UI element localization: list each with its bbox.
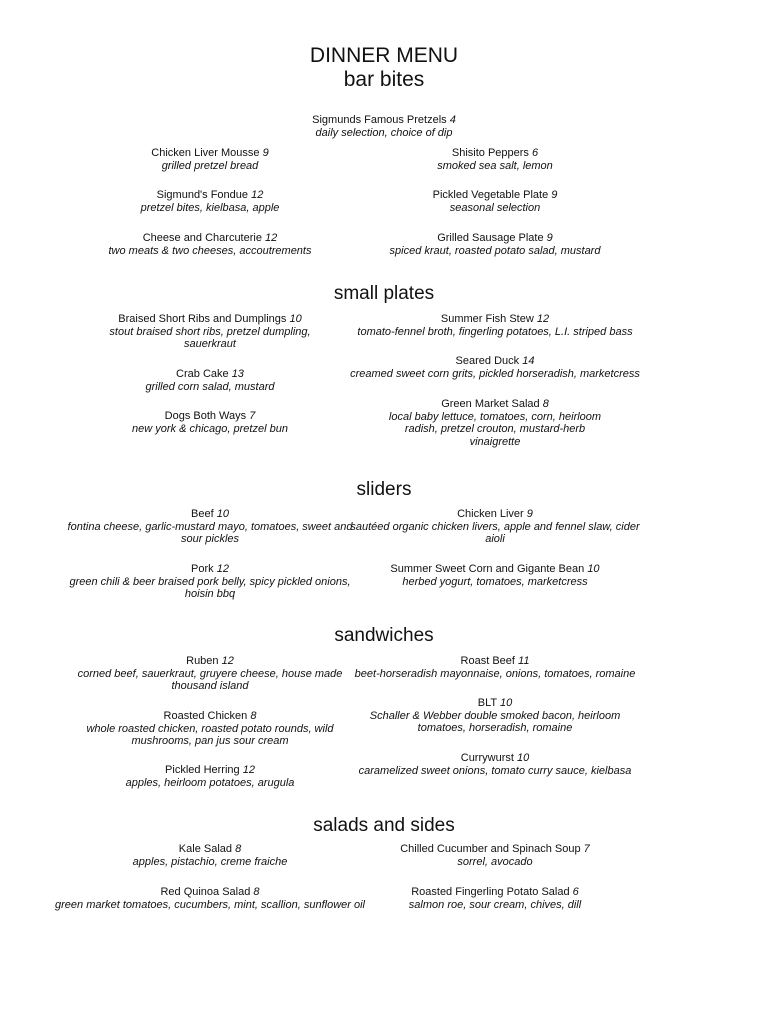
menu-title: DINNER MENU <box>309 44 459 67</box>
menu-item <box>60 508 360 546</box>
item-price: 12 <box>536 313 550 325</box>
item-name: Dogs Both Ways <box>164 410 247 422</box>
item-name: Roasted Chicken <box>163 710 248 722</box>
item-description: fontina cheese, garlic-mustard mayo, tomatoes, sweet and sour pickles <box>67 520 353 545</box>
item-description: pretzel bites, kielbasa, apple <box>140 201 280 214</box>
item-description: smoked sea salt, lemon <box>437 159 553 172</box>
menu-item <box>60 368 360 393</box>
menu-item <box>340 886 650 911</box>
item-description: whole roasted chicken, roasted potato rounds, wild mushrooms, pan jus sour cream <box>86 722 334 747</box>
item-price: 9 <box>546 232 553 244</box>
section-title-sliders: sliders <box>356 479 412 500</box>
item-description: stout braised short ribs, pretzel dumpling, sauerkraut <box>109 325 311 350</box>
item-description: corned beef, sauerkraut, gruyere cheese, house made thousand island <box>77 667 343 692</box>
menu-item <box>340 563 650 588</box>
menu-item <box>340 398 650 448</box>
menu-item <box>55 886 365 911</box>
item-name: Pickled Herring <box>165 764 240 776</box>
item-name: Ruben <box>186 655 219 667</box>
item-price: 10 <box>499 697 513 709</box>
item-name: Kale Salad <box>178 843 233 855</box>
item-name: Roasted Fingerling Potato Salad <box>411 886 570 898</box>
item-description: Schaller & Webber double smoked bacon, heirloom tomatoes, horseradish, romaine <box>369 709 621 734</box>
item-description: green market tomatoes, cucumbers, mint, scallion, sunflower oil <box>55 898 365 911</box>
item-name: BLT <box>477 697 497 709</box>
item-price: 8 <box>235 843 242 855</box>
item-description: new york & chicago, pretzel bun <box>132 422 288 435</box>
item-name: Shisito Peppers <box>451 147 529 159</box>
item-description: caramelized sweet onions, tomato curry sauce, kielbasa <box>358 764 632 777</box>
menu-item <box>60 410 360 435</box>
item-description: beet-horseradish mayonnaise, onions, tomatoes, romaine <box>354 667 636 680</box>
item-description: herbed yogurt, tomatoes, marketcress <box>402 575 588 588</box>
menu-item <box>60 147 360 172</box>
item-price: 10 <box>587 563 600 575</box>
item-price: 10 <box>289 313 302 325</box>
item-price: 10 <box>516 752 530 764</box>
item-name: Cheese and Charcuterie <box>142 232 262 244</box>
item-name: Sigmund's Fondue <box>156 189 249 201</box>
menu-item <box>340 232 650 257</box>
menu-item <box>234 114 534 139</box>
item-name: Red Quinoa Salad <box>160 886 251 898</box>
menu-item <box>340 189 650 214</box>
item-description: apples, pistachio, creme fraiche <box>132 855 288 868</box>
section-title-sandwiches: sandwiches <box>334 625 434 646</box>
item-name: Currywurst <box>460 752 514 764</box>
item-price: 12 <box>265 232 278 244</box>
item-name: Crab Cake <box>176 368 229 380</box>
menu-item <box>60 843 360 868</box>
item-description: creamed sweet corn grits, pickled horseradish, marketcress <box>350 367 640 380</box>
item-name: Chilled Cucumber and Spinach Soup <box>400 843 581 855</box>
item-name: Green Market Salad <box>441 398 540 410</box>
item-description: sorrel, avocado <box>457 855 533 868</box>
menu-item <box>340 147 650 172</box>
item-name: Pickled Vegetable Plate <box>432 189 549 201</box>
item-description: seasonal selection <box>449 201 541 214</box>
item-description: green chili & beer braised pork belly, spicy pickled onions, hoisin bbq <box>69 575 351 600</box>
item-description: two meats & two cheeses, accoutrements <box>108 244 312 257</box>
menu-item <box>340 697 650 735</box>
item-name: Sigmunds Famous Pretzels <box>312 114 447 126</box>
section-title-small-plates: small plates <box>333 283 435 304</box>
item-name: Chicken Liver <box>457 508 524 520</box>
item-description: apples, heirloom potatoes, arugula <box>125 776 295 789</box>
menu-item <box>60 655 360 693</box>
menu-item <box>60 313 360 351</box>
menu-item <box>340 843 650 868</box>
item-price: 14 <box>522 355 535 367</box>
item-price: 7 <box>249 410 256 422</box>
item-price: 9 <box>262 147 269 159</box>
menu-item <box>60 563 360 601</box>
item-name: Beef <box>191 508 214 520</box>
item-price: 4 <box>449 114 456 126</box>
item-description: local baby lettuce, tomatoes, corn, heirloom radish, pretzel crouton, mustard-herb vinaigrette <box>388 410 602 448</box>
item-price: 9 <box>526 508 533 520</box>
item-name: Pork <box>191 563 214 575</box>
item-price: 7 <box>583 843 590 855</box>
item-price: 10 <box>216 508 229 520</box>
item-price: 9 <box>551 189 558 201</box>
menu-item <box>340 655 650 680</box>
item-price: 8 <box>250 710 257 722</box>
item-description: grilled pretzel bread <box>161 159 259 172</box>
item-price: 12 <box>251 189 264 201</box>
item-name: Seared Duck <box>455 355 520 367</box>
section-title-salads-and-sides: salads and sides <box>313 815 455 836</box>
menu-item <box>340 355 650 380</box>
item-price: 13 <box>231 368 244 380</box>
item-price: 6 <box>572 886 579 898</box>
item-description: daily selection, choice of dip <box>315 126 453 139</box>
item-description: sautéed organic chicken livers, apple and fennel slaw, cider aioli <box>350 520 640 545</box>
menu-item <box>340 508 650 546</box>
item-name: Roast Beef <box>460 655 515 667</box>
item-price: 6 <box>531 147 539 159</box>
item-price: 8 <box>253 886 260 898</box>
item-name: Chicken Liver Mousse <box>151 147 260 159</box>
item-name: Braised Short Ribs and Dumplings <box>118 313 287 325</box>
item-price: 11 <box>518 655 530 667</box>
item-price: 12 <box>216 563 229 575</box>
section-title-bar-bites: bar bites <box>343 68 425 91</box>
item-price: 8 <box>542 398 549 410</box>
item-price: 12 <box>242 764 255 776</box>
item-description: spiced kraut, roasted potato salad, mustard <box>389 244 601 257</box>
menu-item <box>340 313 650 338</box>
menu-item <box>60 232 360 257</box>
item-name: Summer Sweet Corn and Gigante Bean <box>390 563 585 575</box>
menu-item <box>340 752 650 777</box>
item-name: Grilled Sausage Plate <box>437 232 544 244</box>
item-description: tomato-fennel broth, fingerling potatoes, L.I. striped bass <box>357 325 633 338</box>
item-price: 12 <box>221 655 234 667</box>
item-description: grilled corn salad, mustard <box>145 380 275 393</box>
menu-item <box>60 189 360 214</box>
item-name: Summer Fish Stew <box>440 313 534 325</box>
menu-item <box>60 764 360 789</box>
menu-item <box>60 710 360 748</box>
item-description: salmon roe, sour cream, chives, dill <box>408 898 582 911</box>
